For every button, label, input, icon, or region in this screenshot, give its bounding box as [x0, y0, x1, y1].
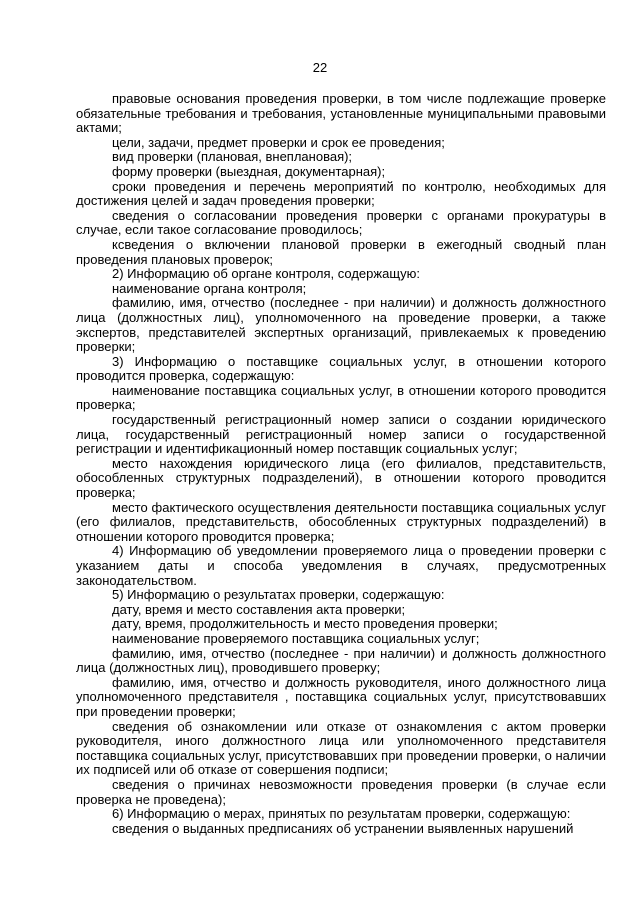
section-heading: 5) Информацию о результатах проверки, содержащую:	[112, 587, 445, 603]
paragraph: дату, время, продолжительность и место проведения проверки;	[112, 616, 498, 632]
page-number: 22	[312, 60, 328, 75]
paragraph: сроки проведения и перечень мероприятий по контролю, необходимых для достижения целей и задач проведения проверки;	[76, 178, 606, 209]
paragraph: наименование поставщика социальных услуг, в отношении которого проводится проверка;	[76, 382, 606, 413]
paragraph: государственный регистрационный номер записи о создании юридического лица, государственный регистрационный номер записи о государственной регистрации и идентификационный номер поставщик социальных услуг;	[76, 412, 606, 457]
paragraph: сведения о выданных предписаниях об устранении выявленных нарушений	[112, 820, 574, 836]
paragraph: ксведения о включении плановой проверки в ежегодный сводный план проведения плановых проверок;	[76, 236, 606, 267]
paragraph: фамилию, имя, отчество (последнее - при наличии) и должность должностного лица (должностных лиц), уполномоченного на проведение проверки, а также экспертов, представителей экспертных организаций, привлекаемых к проведению проверки;	[76, 295, 606, 355]
paragraph: правовые основания проведения проверки, в том числе подлежащие проверке обязательные требования и требования, установленные муниципальными правовыми актами;	[76, 91, 606, 136]
document-body	[76, 92, 606, 836]
paragraph: место фактического осуществления деятельности поставщика социальных услуг (его филиалов, представительств, обособленных структурных подразделений) в отношении которого проводится проверка;	[76, 499, 606, 544]
paragraph: сведения о причинах невозможности проведения проверки (в случае если проверка не проведена);	[76, 776, 606, 807]
paragraph: наименование проверяемого поставщика социальных услуг;	[112, 630, 480, 646]
paragraph: дату, время и место составления акта проверки;	[112, 601, 406, 617]
paragraph: форму проверки (выездная, документарная);	[112, 163, 386, 179]
section-heading: 3) Информацию о поставщике социальных услуг, в отношении которого проводится проверка, содержащую:	[76, 353, 606, 384]
section-heading: 2) Информацию об органе контроля, содержащую:	[112, 266, 421, 282]
paragraph: фамилию, имя, отчество (последнее - при наличии) и должность должностного лица (должностных лиц), проводившего проверку;	[76, 645, 606, 676]
section-heading: 4) Информацию об уведомлении проверяемого лица о проведении проверки с указанием даты и способа уведомления в случаях, предусмотренных законодательством.	[76, 543, 606, 588]
paragraph: цели, задачи, предмет проверки и срок ее проведения;	[112, 134, 445, 150]
paragraph: наименование органа контроля;	[112, 280, 307, 296]
section-heading: 6) Информацию о мерах, принятых по результатам проверки, содержащую:	[112, 806, 571, 822]
paragraph: вид проверки (плановая, внеплановая);	[112, 149, 353, 165]
paragraph: фамилию, имя, отчество и должность руководителя, иного должностного лица уполномоченного представителя , поставщика социальных услуг, присутствовавших при проведении проверки;	[76, 674, 606, 719]
paragraph: сведения о согласовании проведения проверки с органами прокуратуры в случае, если такое согласование проводилось;	[76, 207, 606, 238]
paragraph: сведения об ознакомлении или отказе от ознакомления с актом проверки руководителя, иного должностного лица или уполномоченного представителя поставщика социальных услуг, присутствовавших при проведении проверки, о наличии их подписей или об отказе от совершения подписи;	[76, 718, 606, 778]
paragraph: место нахождения юридического лица (его филиалов, представительств, обособленных структурных подразделений), в отношении которого проводится проверка;	[76, 455, 606, 501]
